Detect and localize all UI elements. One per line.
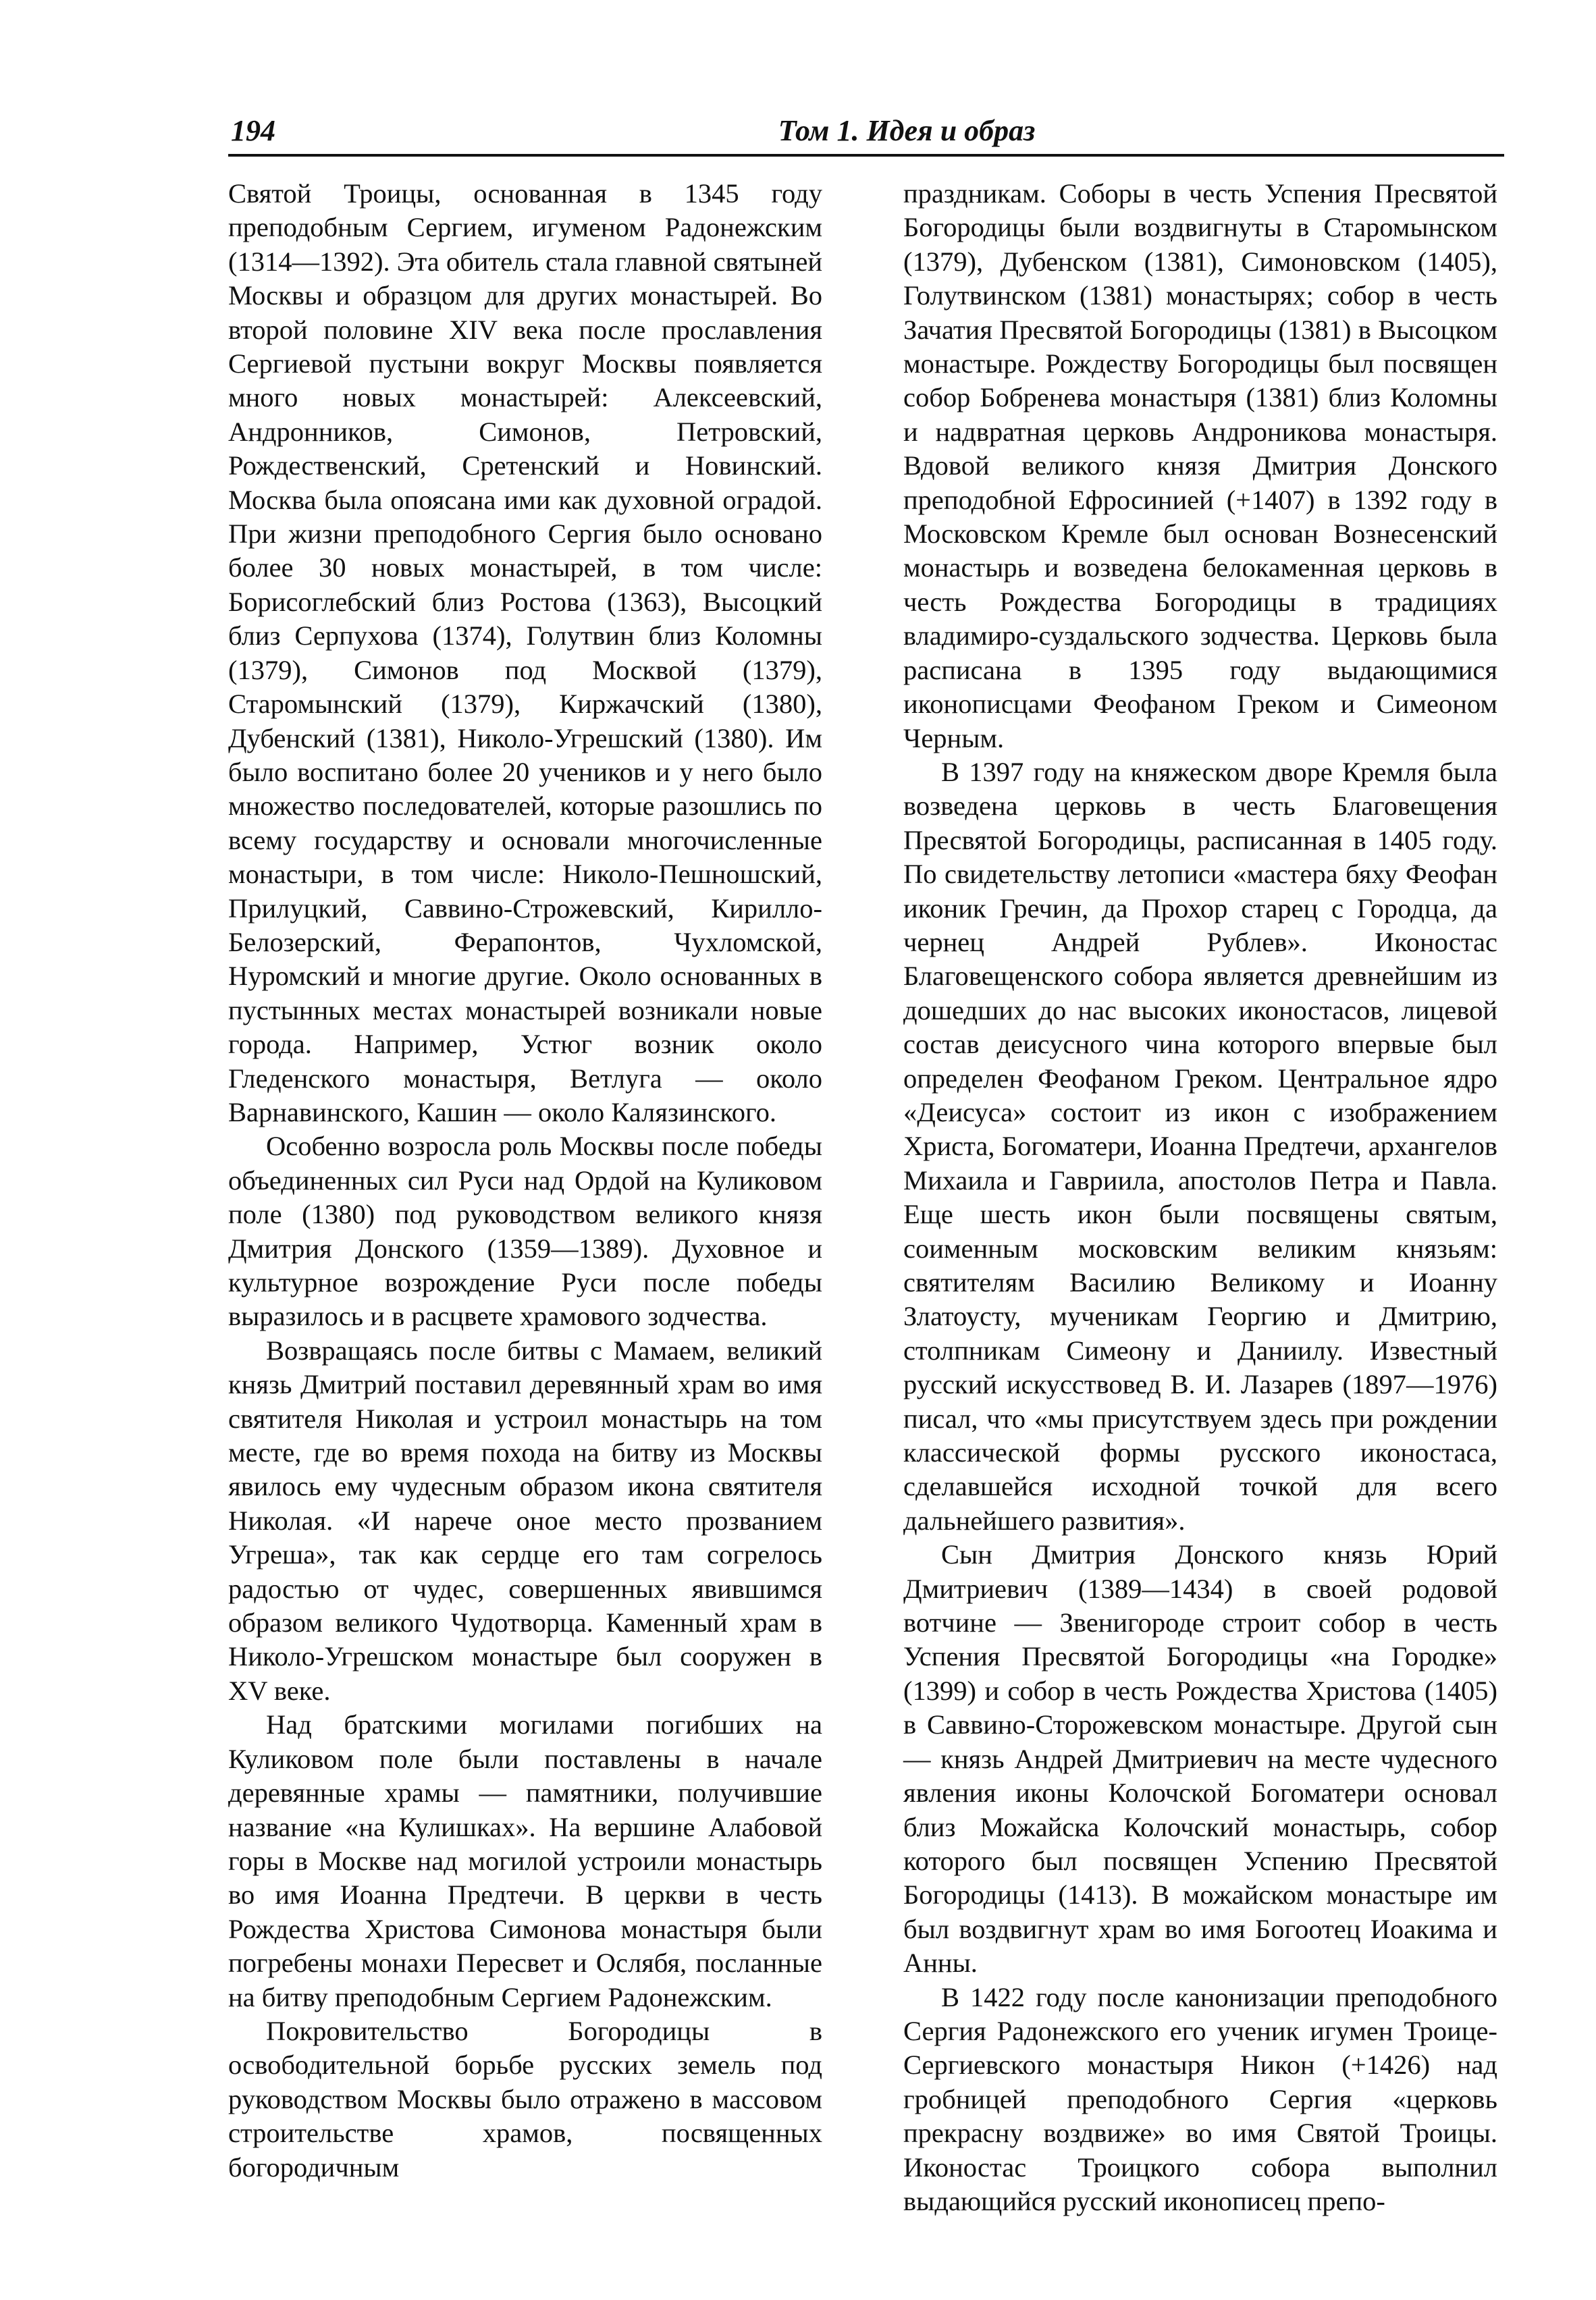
paragraph: Над братскими могилами погибших на Куликовом поле были поставлены в начале деревянные храмы — памятники, получившие название «на Кулишках». На вершине Алабовой горы в Москве над могилой устроили монастырь во имя Иоанна Предтечи. В церкви в честь Рождества Христова Симонова монастыря были погребены монахи Пересвет и Ослябя, посланные на битву преподобным Сергием Радонежским. xyxy=(228,1709,822,2012)
paragraph: Сын Дмитрия Донского князь Юрий Дмитриевич (1389—1434) в своей родовой вотчине — Звенигороде строит собор в честь Успения Пресвятой Богородицы «на Городке» (1399) и собор в честь Рождества Христова (1405) в Саввино-Сторожевском монастыре. Другой сын — князь Андрей Дмитриевич на месте чудесного явления иконы Колочской Богоматери основал близ Можайска Колочский монастырь, собор которого был посвящен Успению Пресвятой Богородицы (1413). В можайском монастыре им был воздвигнут храм во имя Богоотец Иоакима и Анны. xyxy=(903,1539,1497,1979)
paragraph: Святой Троицы, основанная в 1345 году преподобным Сергием, игуменом Радонежским (1314—1392). Эта обитель стала главной святыней Москвы и образцом для других монастырей. Во второй половине XIV века после прославления Сергиевой пустыни вокруг Москвы появляется много новых монастырей: Алексеевский, Андронников, Симонов, Петровский, Рождественский, Сретенский и Новинский. Москва была опоясана ими как духовной оградой. При жизни преподобного Сергия было основано более 30 новых монастырей, в том числе: Борисоглебский близ Ростова (1363), Высоцкий близ Серпухова (1374), Голутвин близ Коломны (1379), Симонов под Москвой (1379), Старомынский (1379), Киржачский (1380), Дубенский (1381), Николо-Угрешский (1380). Им было воспитано более 20 учеников и у него было множество последователей, которые разошлись по всему государству и основали многочисленные монастыри, в том числе: Николо-Пешношский, Прилуцкий, Саввино-Строжевский, Кирилло-Белозерский, Ферапонтов, Чухломской, Нуромский и многие другие. Около основанных в пустынных местах монастырей возникали новые города. Например, Устюг возник около Гледенского монастыря, Ветлуга — около Варнавинского, Кашин — около Калязинского. xyxy=(228,178,822,1127)
paragraph: Возвращаясь после битвы с Мамаем, великий князь Дмитрий поставил деревянный храм во имя святителя Николая и устроил монастырь на том месте, где во время похода на битву из Москвы явилось ему чудесным образом икона святителя Николая. «И нарече оное место прозванием Угреша», так как сердце его там согрелось радостью от чудес, совершенных явившимся образом великого Чудотворца. Каменный храм в Николо-Угрешском монастыре был сооружен в XV веке. xyxy=(228,1335,822,1706)
page-number: 194 xyxy=(231,114,275,147)
paragraph: Особенно возросла роль Москвы после победы объединенных сил Руси над Ордой на Куликовом поле (1380) под руководством великого князя Дмитрия Донского (1359—1389). Духовное и культурное возрождение Руси после победы выразилось и в расцвете храмового зодчества. xyxy=(228,1131,822,1332)
paragraph: В 1422 году после канонизации преподобного Сергия Радонежского его ученик игумен Троице-Сергиевского монастыря Никон (+1426) над гробницей преподобного Сергия «церковь прекрасну воздвиже» во имя Святой Троицы. Иконостас Троицкого собора выполнил выдающийся русский иконописец препо- xyxy=(903,1981,1497,2216)
paragraph: Покровительство Богородицы в освободительной борьбе русских земель под руководством Москвы было отражено в массовом строительстве храмов, посвященных богородичным xyxy=(228,2015,822,2183)
running-title: Том 1. Идея и образ xyxy=(778,114,1036,147)
right-column xyxy=(903,177,1497,2218)
header-rule xyxy=(228,154,1504,157)
paragraph: В 1397 году на княжеском дворе Кремля была возведена церковь в честь Благовещения Пресвятой Богородицы, расписанная в 1405 году. По свидетельству летописи «мастера бяху Феофан иконик Гречин, да Прохор старец с Городца, да чернец Андрей Рублев». Иконостас Благовещенского собора является древнейшим из дошедших до нас высоких иконостасов, лицевой состав деисусного чина которого впервые был определен Феофаном Греком. Центральное ядро «Деисуса» состоит из икон с изображением Христа, Богоматери, Иоанна Предтечи, архангелов Михаила и Гавриила, апостолов Петра и Павла. Еще шесть икон были посвящены святым, соименным московским великим князьям: святителям Василию Великому и Иоанну Златоусту, мученикам Георгию и Дмитрию, столпникам Симеону и Даниилу. Известный русский искусствовед В. И. Лазарев (1897—1976) писал, что «мы присутствуем здесь при рождении классической формы русского иконостаса, сделавшейся исходной точкой для всего дальнейшего развития». xyxy=(903,756,1497,1536)
left-column xyxy=(228,177,822,2185)
paragraph: праздникам. Соборы в честь Успения Пресвятой Богородицы были воздвигнуты в Старомынском (1379), Дубенском (1381), Симоновском (1405), Голутвинском (1381) монастырях; собор в честь Зачатия Пресвятой Богородицы (1381) в Высоцком монастыре. Рождеству Богородицы был посвящен собор Бобренева монастыря (1381) близ Коломны и надвратная церковь Андроникова монастыря. Вдовой великого князя Дмитрия Донского преподобной Ефросинией (+1407) в 1392 году в Московском Кремле был основан Вознесенский монастырь и возведена белокаменная церковь в честь Рождества Богородицы в традициях владимиро-суздальского зодчества. Церковь была расписана в 1395 году выдающимися иконописцами Феофаном Греком и Симеоном Черным. xyxy=(903,178,1497,753)
